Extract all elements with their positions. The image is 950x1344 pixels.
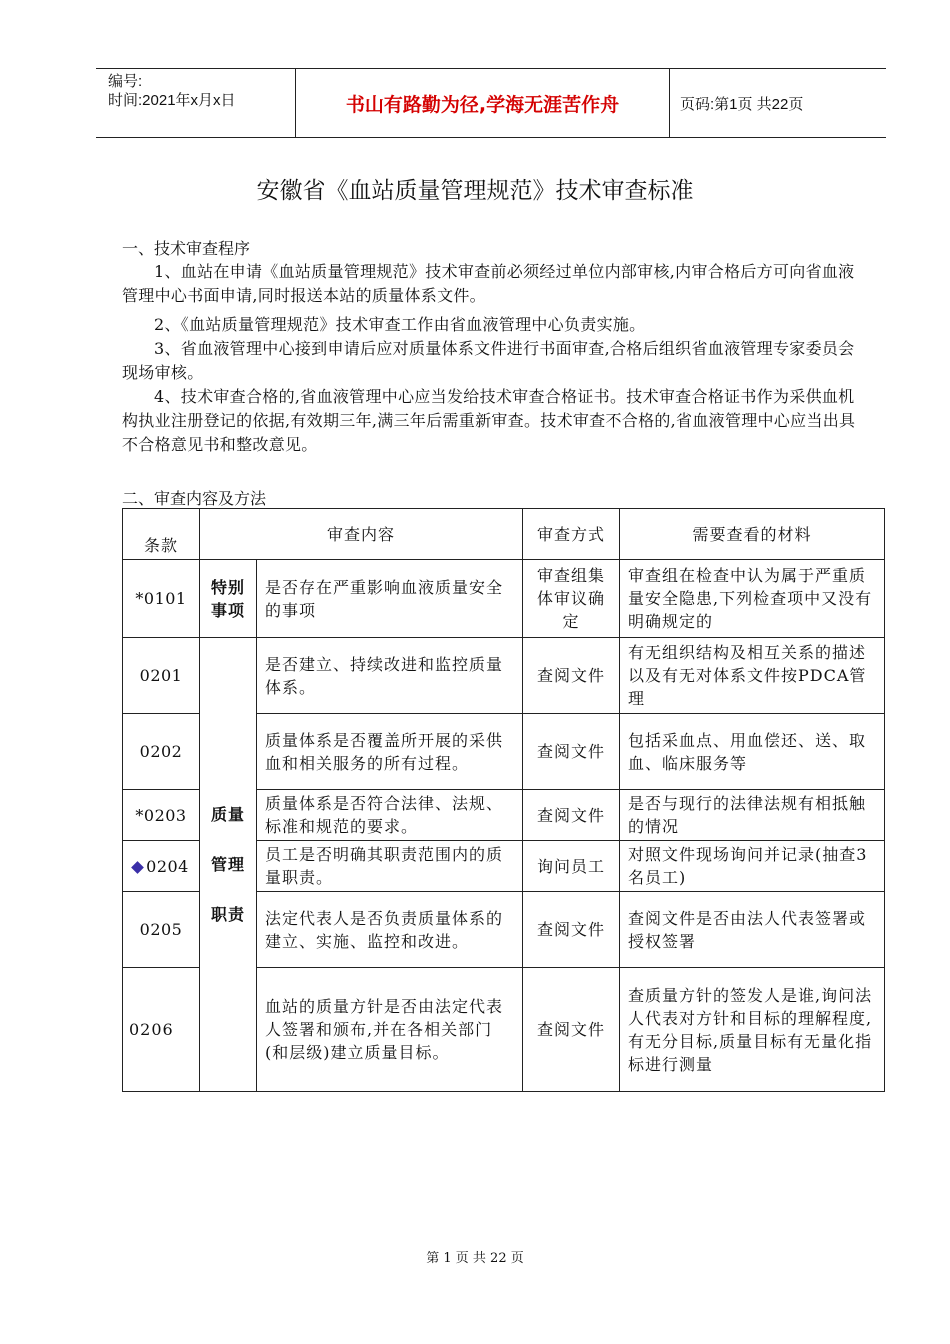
- review-table: [122, 508, 885, 1092]
- materials-cell: 是否与现行的法律法规有相抵触的情况: [620, 790, 885, 841]
- header-method: 审查方式: [523, 509, 620, 560]
- content-cell: 质量体系是否覆盖所开展的采供血和相关服务的所有过程。: [257, 714, 523, 790]
- content-cell: 法定代表人是否负责质量体系的建立、实施、监控和改进。: [257, 892, 523, 968]
- table-row: [123, 560, 885, 638]
- materials-cell: 有无组织结构及相互关系的描述以及有无对体系文件按PDCA管理: [620, 638, 885, 714]
- category-cell: 特别事项: [200, 560, 257, 638]
- header-content: 审查内容: [200, 509, 523, 560]
- method-cell: 查阅文件: [523, 892, 620, 968]
- number-label: 编号:: [108, 73, 143, 90]
- materials-cell: 查阅文件是否由法人代表签署或授权签署: [620, 892, 885, 968]
- header-materials: 需要查看的材料: [620, 509, 885, 560]
- section1-paragraph-3: 3、省血液管理中心接到申请后应对质量体系文件进行书面审查,合格后组织省血液管理专家委员会现场审核。: [122, 339, 855, 382]
- content-cell: 质量体系是否符合法律、法规、标准和规范的要求。: [257, 790, 523, 841]
- method-cell: 查阅文件: [523, 714, 620, 790]
- content-cell: 血站的质量方针是否由法定代表人签署和颁布,并在各相关部门(和层级)建立质量目标。: [257, 968, 523, 1092]
- table-header-row: [123, 509, 885, 560]
- materials-cell: 审查组在检查中认为属于严重质量安全隐患,下列检查项中又没有明确规定的: [620, 560, 885, 638]
- section2-heading: 二、审查内容及方法: [122, 489, 267, 508]
- clause-text: 0204: [146, 856, 189, 876]
- header-clause: 条款: [123, 509, 200, 560]
- content-cell: 是否建立、持续改进和监控质量体系。: [257, 638, 523, 714]
- method-cell: 审查组集体审议确定: [523, 560, 620, 638]
- materials-cell: 对照文件现场询问并记录(抽查3名员工): [620, 841, 885, 892]
- time-label: 时间:2021年x月x日: [108, 92, 236, 109]
- materials-cell: 查质量方针的签发人是谁,询问法人代表对方针和目标的理解程度,有无分目标,质量目标有无量化指标进行测量: [620, 968, 885, 1092]
- method-cell: 询问员工: [523, 841, 620, 892]
- clause-cell: 0205: [123, 892, 200, 968]
- header-left: [96, 69, 296, 137]
- header-page-info: 页码:第1页 共22页: [680, 95, 804, 113]
- materials-cell: 包括采血点、用血偿还、送、取血、临床服务等: [620, 714, 885, 790]
- clause-cell: 0202: [123, 714, 200, 790]
- section1-paragraph-2: 2、《血站质量管理规范》技术审查工作由省血液管理中心负责实施。: [154, 315, 646, 334]
- method-cell: 查阅文件: [523, 790, 620, 841]
- content-cell: 员工是否明确其职责范围内的质量职责。: [257, 841, 523, 892]
- header-motto: 书山有路勤为径,学海无涯苦作舟: [296, 69, 670, 137]
- section1-paragraph-4: 4、技术审查合格的,省血液管理中心应当发给技术审查合格证书。技术审查合格证书作为采供血机构执业注册登记的依据,有效期三年,满三年后需重新审查。技术审查不合格的,省血液管理中心应当出具不合格意见书和整改意见。: [122, 387, 856, 454]
- clause-cell: 0201: [123, 638, 200, 714]
- section1-paragraph-1: 1、血站在申请《血站质量管理规范》技术审查前必须经过单位内部审核,内审合格后方可向省血液管理中心书面申请,同时报送本站的质量体系文件。: [122, 262, 855, 305]
- clause-cell: *0203: [123, 790, 200, 841]
- method-cell: 查阅文件: [523, 968, 620, 1092]
- clause-cell: *0101: [123, 560, 200, 638]
- document-title: 安徽省《血站质量管理规范》技术审查标准: [256, 178, 694, 204]
- clause-cell: 0206: [123, 968, 200, 1092]
- content-cell: 是否存在严重影响血液质量安全的事项: [257, 560, 523, 638]
- diamond-icon: [131, 861, 144, 874]
- table-row: [123, 638, 885, 714]
- category-cell: 质量管理职责: [200, 638, 257, 1092]
- clause-cell: [123, 841, 200, 892]
- page-footer: 第 1 页 共 22 页: [426, 1251, 524, 1266]
- section1-heading: 一、技术审查程序: [122, 239, 251, 258]
- method-cell: 查阅文件: [523, 638, 620, 714]
- page-header: [96, 68, 886, 138]
